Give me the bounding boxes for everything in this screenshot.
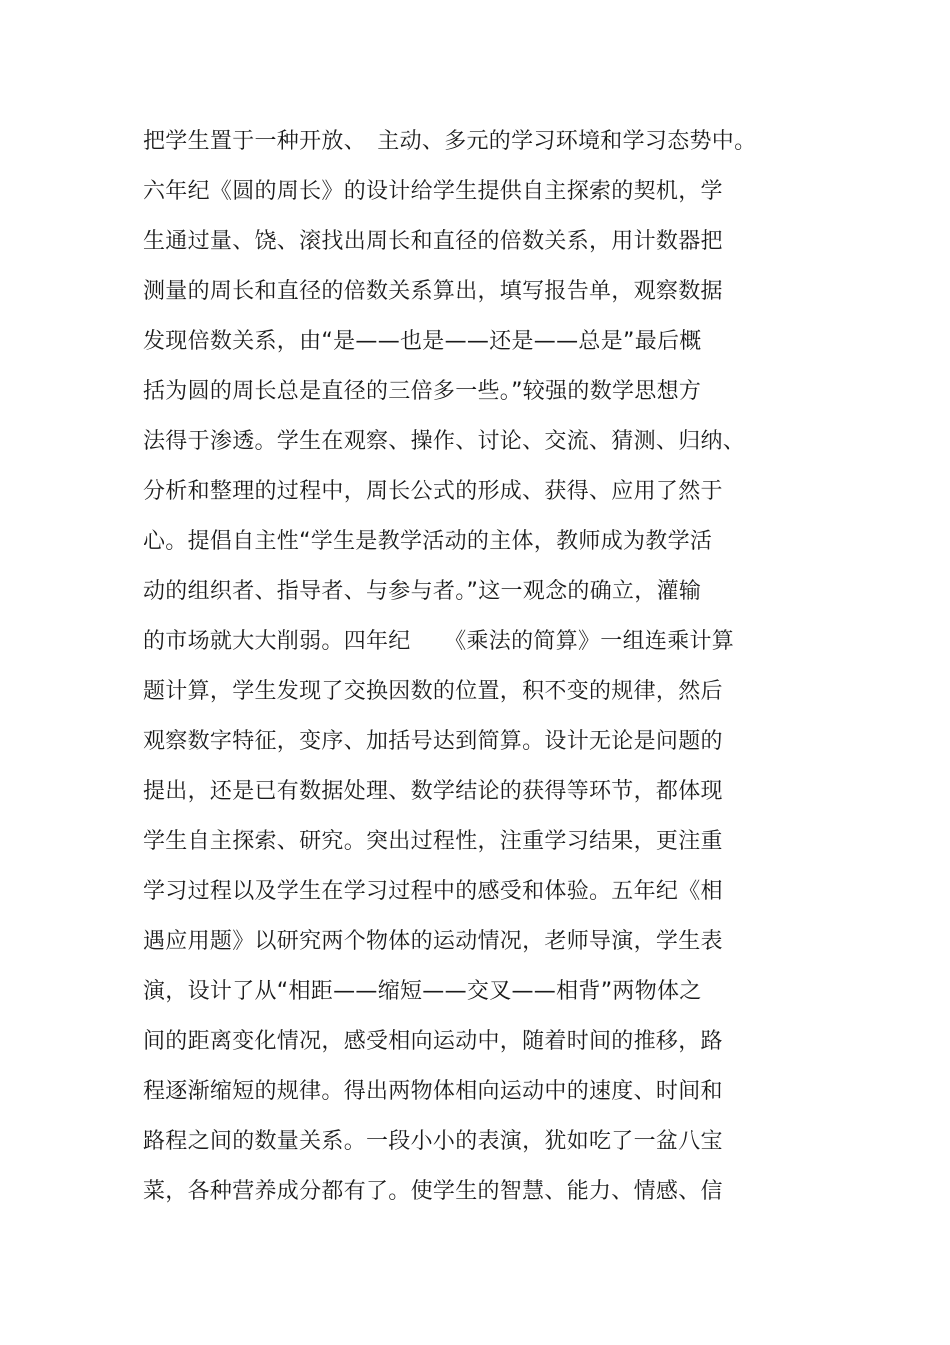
text-line: 演，设计了从“相距——缩短——交叉——相背”两物体之 xyxy=(143,979,702,1004)
text-line: 心。提倡自主性“学生是教学活动的主体，教师成为教学活 xyxy=(143,529,713,554)
text-line: 菜，各种营养成分都有了。使学生的智慧、能力、情感、信 xyxy=(143,1179,723,1204)
text-line: 学生自主探索、研究。突出过程性，注重学习结果，更注重 xyxy=(143,829,723,854)
text-line: 生通过量、饶、滚找出周长和直径的倍数关系，用计数器把 xyxy=(143,229,723,254)
text-line: 题计算，学生发现了交换因数的位置，积不变的规律，然后 xyxy=(143,679,723,704)
text-line: 法得于渗透。学生在观察、操作、讨论、交流、猜测、归纳、 xyxy=(143,429,746,454)
text-line: 六年纪《圆的周长》的设计给学生提供自主探索的契机，学 xyxy=(143,179,723,204)
text-line: 发现倍数关系，由“是——也是——还是——总是”最后概 xyxy=(143,329,702,354)
text-line: 间的距离变化情况，感受相向运动中，随着时间的推移，路 xyxy=(143,1029,723,1054)
text-line: 路程之间的数量关系。一段小小的表演，犹如吃了一盆八宝 xyxy=(143,1129,723,1154)
text-line: 测量的周长和直径的倍数关系算出，填写报告单，观察数据 xyxy=(143,279,723,304)
text-line: 观察数字特征，变序、加括号达到简算。设计无论是问题的 xyxy=(143,729,723,754)
text-line: 程逐渐缩短的规律。得出两物体相向运动中的速度、时间和 xyxy=(143,1079,723,1104)
text-line: 学习过程以及学生在学习过程中的感受和体验。五年纪《相 xyxy=(143,879,723,904)
text-line: 动的组织者、指导者、与参与者。”这一观念的确立，灌输 xyxy=(143,579,702,604)
text-line: 提出，还是已有数据处理、数学结论的获得等环节，都体现 xyxy=(143,779,723,804)
text-line: 把学生置于一种开放、 主动、多元的学习环境和学习态势中。 xyxy=(143,129,757,154)
text-line: 的市场就大大削弱。四年纪 《乘法的简算》一组连乘计算 xyxy=(143,629,735,654)
text-line: 遇应用题》以研究两个物体的运动情况，老师导演，学生表 xyxy=(143,929,723,954)
text-line: 括为圆的周长总是直径的三倍多一些。”较强的数学思想方 xyxy=(143,379,702,404)
text-line: 分析和整理的过程中，周长公式的形成、获得、应用了然于 xyxy=(143,479,723,504)
body-text xyxy=(143,120,823,1220)
